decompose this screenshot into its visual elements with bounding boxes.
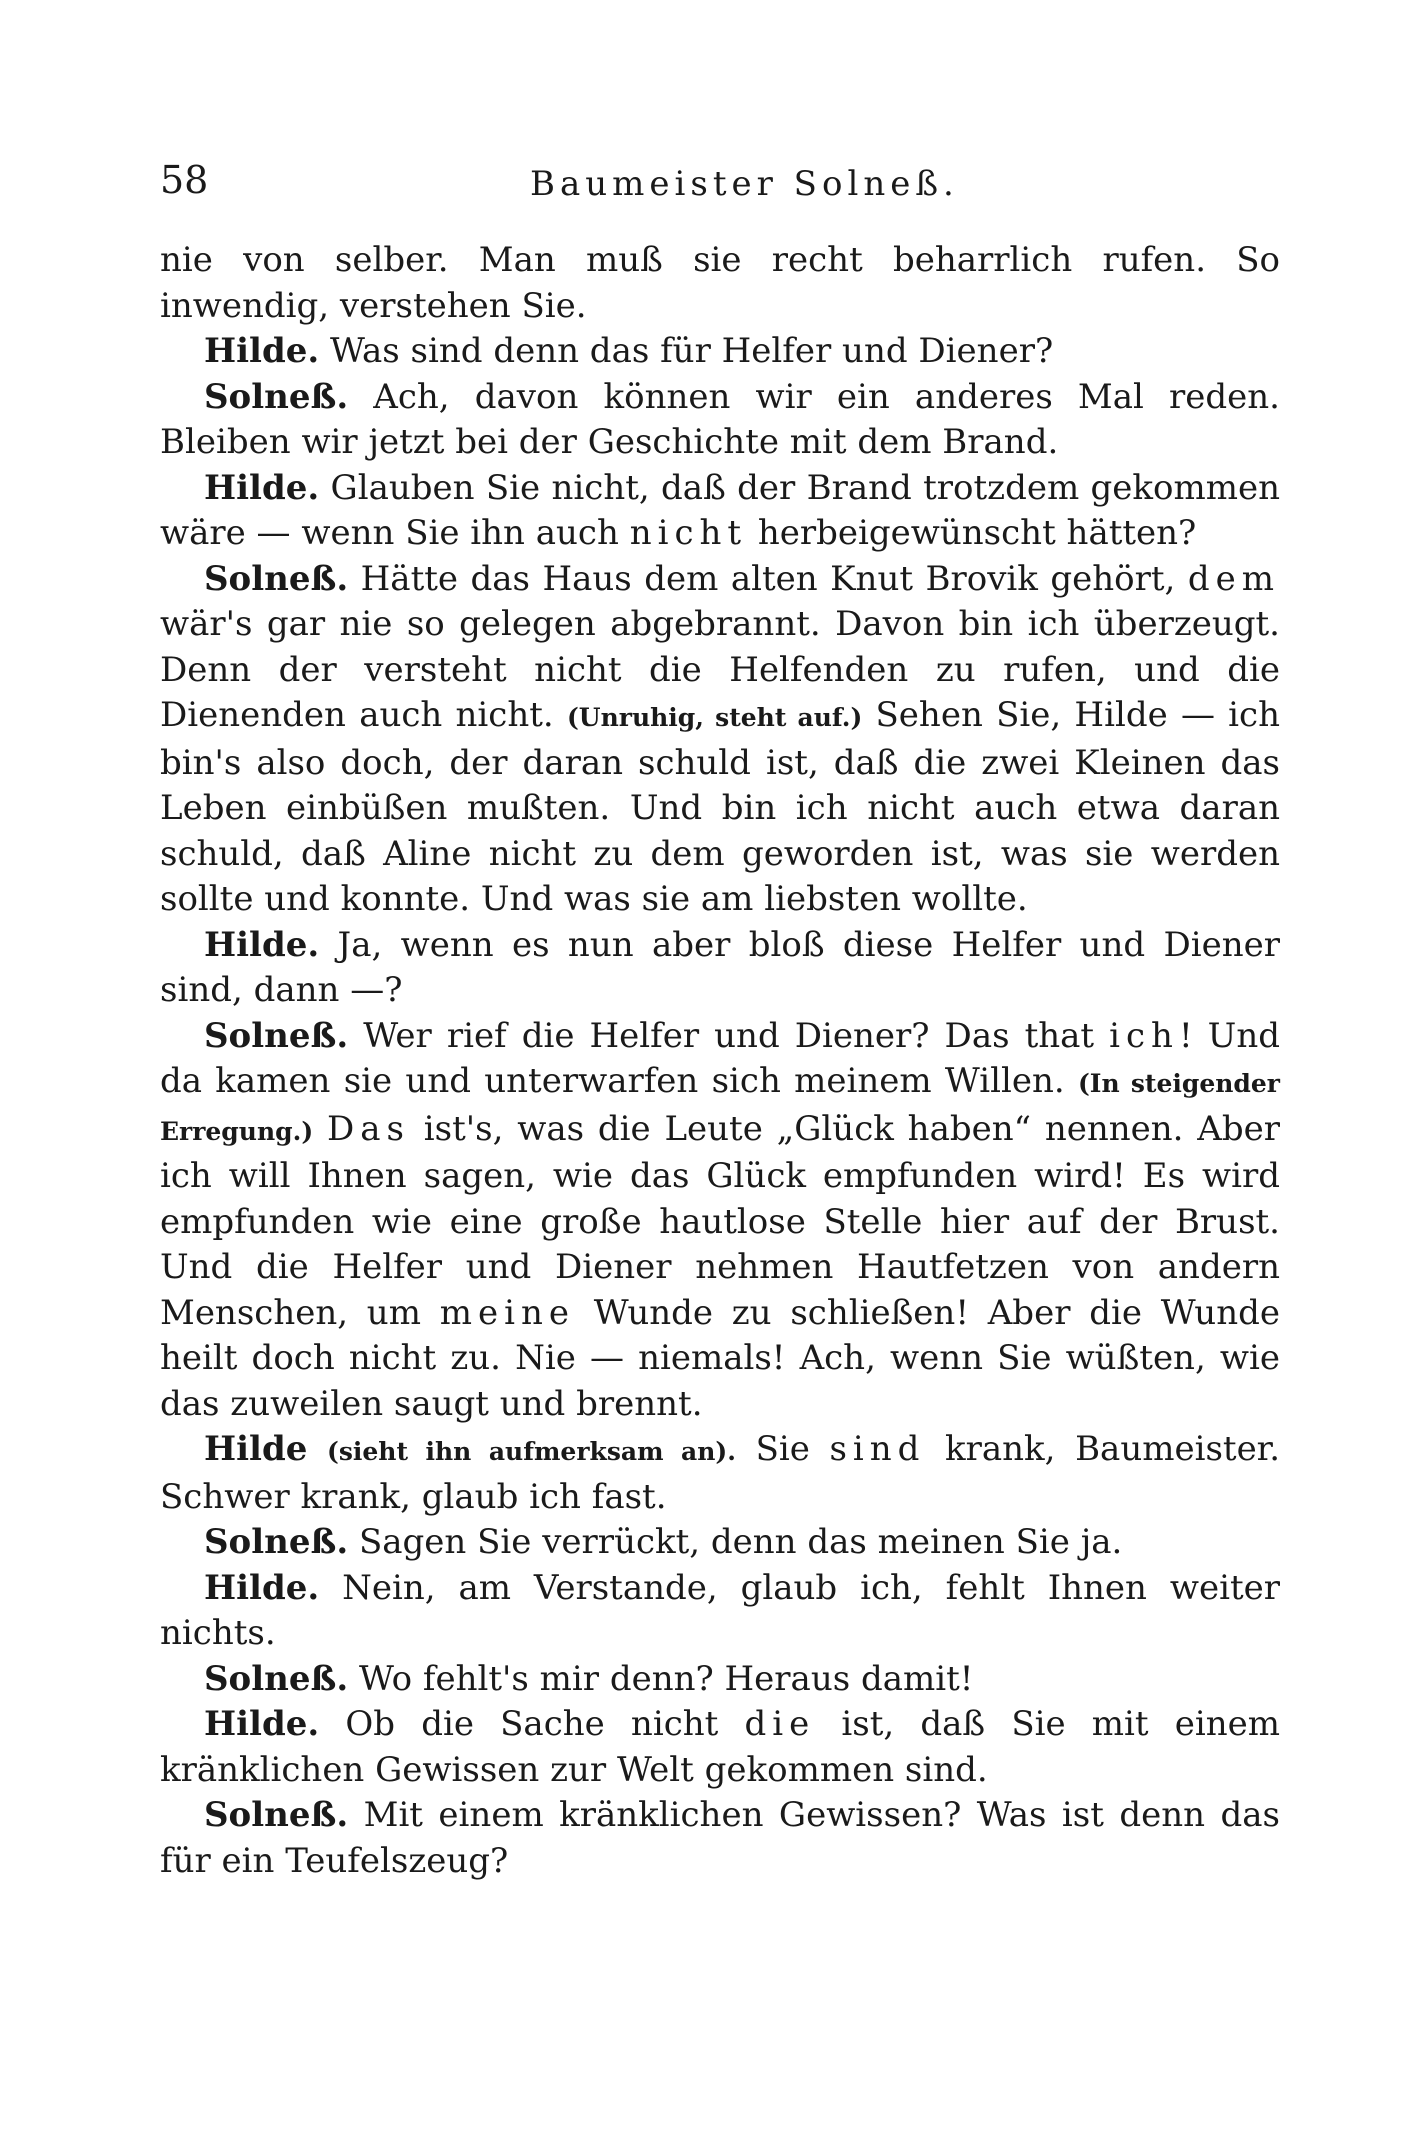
paragraph	[160, 1793, 1280, 1884]
stage-direction: (In steigender Erregung.)	[160, 1069, 1280, 1146]
paragraph	[160, 1566, 1280, 1657]
paragraph	[160, 375, 1280, 466]
dialogue-text	[307, 1429, 327, 1469]
speaker-name: Hilde	[204, 1429, 308, 1469]
emphasized-text: sind	[829, 1429, 926, 1469]
emphasized-text: ich	[1109, 1015, 1179, 1056]
dialogue-text: Mit einem kränklichen Gewissen? Was ist denn das für ein Teufelszeug?	[160, 1795, 1280, 1881]
dialogue-text: Glauben Sie nicht, daß der Brand trotzdem gekommen wäre — wenn Sie ihn auch	[160, 467, 1280, 553]
speaker-name: Hilde.	[204, 331, 320, 371]
dialogue-text: Was sind denn das für Helfer und Diener?	[319, 331, 1054, 371]
emphasized-text: die	[744, 1704, 816, 1744]
dialogue-text: Sie	[735, 1429, 830, 1469]
emphasized-text: nicht	[629, 513, 748, 553]
speaker-name: Solneß.	[204, 1658, 349, 1699]
paragraph	[160, 1702, 1280, 1793]
dialogue-text: Nein, am Verstande, glaub ich, fehlt Ihnen weiter nichts.	[160, 1567, 1280, 1653]
speaker-name: Solneß.	[204, 376, 349, 417]
dialogue-text: Sehen Sie, Hilde — ich bin's also doch, der daran schuld ist, daß die zwei Kleinen das Leben einbüßen mußten. Und bin ich nicht auch etwa daran schuld, daß Aline nicht zu dem geworden ist, was sie werden sollte und konnte. Und was sie am liebsten wollte.	[160, 695, 1280, 919]
speaker-name: Hilde.	[204, 1567, 320, 1608]
paragraph	[160, 557, 1280, 923]
dialogue-text: Ach, davon können wir ein anderes Mal reden. Bleiben wir jetzt bei der Geschichte mit dem Brand.	[160, 376, 1280, 462]
dialogue-text: ist, daß Sie mit einem kränklichen Gewissen zur Welt gekommen sind.	[160, 1704, 1280, 1790]
page-number: 58	[160, 158, 209, 202]
paragraph	[160, 329, 1280, 375]
dialogue-text: ! Und da kamen sie und unterwarfen sich meinem Willen.	[160, 1015, 1280, 1101]
paragraph	[160, 238, 1280, 329]
dialogue-text: krank, Baumeister. Schwer krank, glaub ich fast.	[160, 1429, 1281, 1517]
dialogue-text	[313, 1109, 327, 1149]
emphasized-text: meine	[439, 1292, 575, 1333]
page-header	[160, 160, 1280, 220]
stage-direction: (sieht ihn aufmerksam an).	[326, 1437, 736, 1466]
speaker-name: Solneß.	[204, 1522, 349, 1562]
speaker-name: Hilde.	[204, 1704, 320, 1744]
speaker-name: Hilde.	[204, 924, 320, 965]
dialogue-text: Ob die Sache nicht	[319, 1704, 745, 1744]
dialogue-text: Ja, wenn es nun aber bloß diese Helfer und Diener sind, dann —?	[160, 924, 1280, 1010]
paragraph	[160, 466, 1280, 557]
stage-direction: (Unruhig, steht auf.)	[566, 703, 863, 732]
paragraph	[160, 1427, 1280, 1520]
running-title: Baumeister Solneß.	[530, 164, 959, 204]
paragraph	[160, 1520, 1280, 1566]
dialogue-text: nie von selber. Man muß sie recht beharrlich rufen. So inwendig, verstehen Sie.	[160, 240, 1280, 326]
dialogue-text: Hätte das Haus dem alten Knut Brovik gehört,	[348, 558, 1188, 599]
body-text	[160, 238, 1280, 1884]
emphasized-text: Das	[326, 1108, 410, 1149]
dialogue-text: wär's gar nie so gelegen abgebrannt. Davon bin ich überzeugt. Denn der versteht nicht die Helfenden zu rufen, und die Dienenden auch nicht.	[160, 604, 1280, 735]
dialogue-text: Wo fehlt's mir denn? Heraus damit!	[348, 1658, 974, 1699]
dialogue-text: Wer rief die Helfer und Diener? Das that	[348, 1015, 1110, 1056]
dialogue-text: herbeigewünscht hätten?	[747, 513, 1197, 553]
paragraph	[160, 1657, 1280, 1703]
dialogue-text: Sagen Sie verrückt, denn das meinen Sie ja.	[348, 1522, 1123, 1562]
speaker-name: Solneß.	[204, 1015, 349, 1056]
speaker-name: Solneß.	[204, 558, 349, 599]
paragraph	[160, 923, 1280, 1014]
emphasized-text: dem	[1187, 558, 1280, 599]
speaker-name: Hilde.	[204, 467, 320, 508]
speaker-name: Solneß.	[204, 1795, 349, 1835]
dialogue-text: Wunde zu schließen! Aber die Wunde heilt doch nicht zu. Nie — niemals! Ach, wenn Sie wüßten, wie das zuweilen saugt und brennt.	[160, 1292, 1280, 1424]
dialogue-text: ist's, was die Leute „Glück haben“ nennen. Aber ich will Ihnen sagen, wie das Glück empfunden wird! Es wird empfunden wie eine große hautlose Stelle hier auf der Brust. Und die Helfer und Diener nehmen Hautfetzen von andern Menschen, um	[160, 1108, 1280, 1333]
paragraph	[160, 1014, 1280, 1428]
